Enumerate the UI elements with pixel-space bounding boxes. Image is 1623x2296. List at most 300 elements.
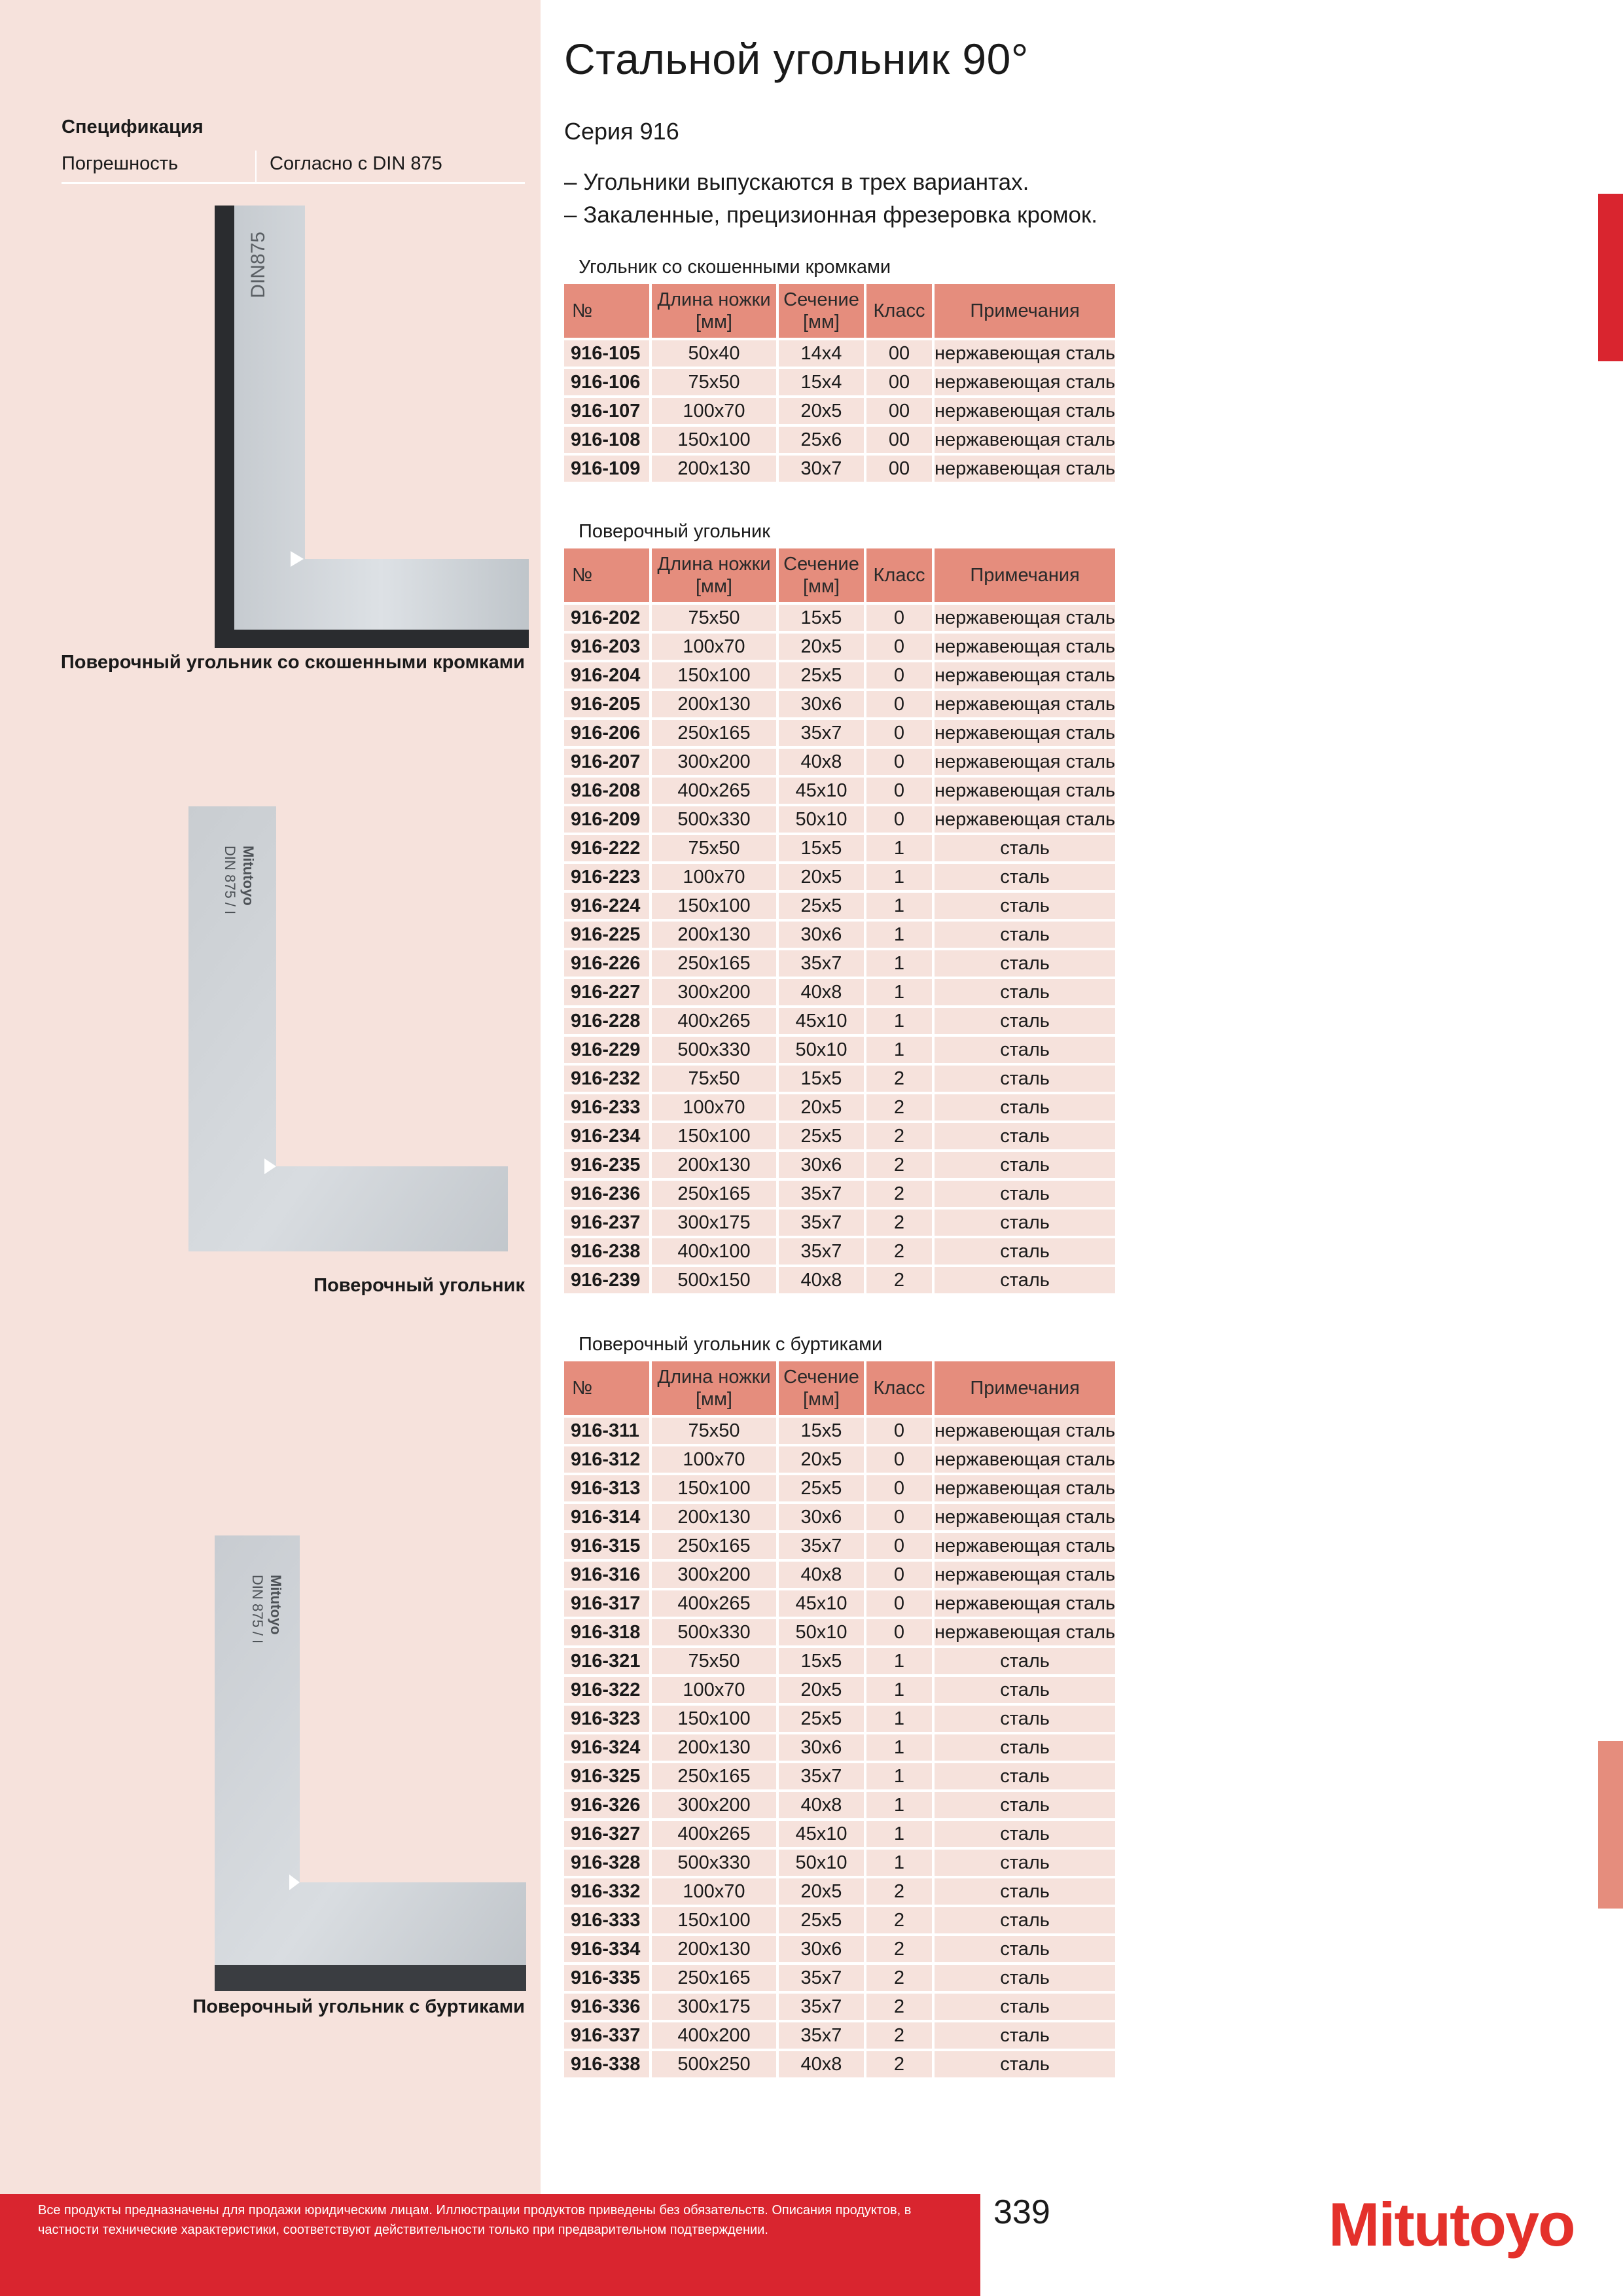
cell-col-section: 20x5 — [779, 1094, 866, 1123]
cell-col-notes: нержавеющая сталь — [935, 427, 1115, 456]
cell-col-notes: сталь — [935, 1238, 1115, 1267]
cell-col-section: 30x6 — [779, 922, 866, 950]
cell-col-no: 916-334 — [564, 1936, 652, 1965]
cell-col-notes: нержавеющая сталь — [935, 1562, 1115, 1590]
table-row — [564, 922, 1115, 950]
cell-col-no: 916-224 — [564, 893, 652, 922]
table-row — [564, 806, 1115, 835]
table-row — [564, 720, 1115, 749]
cell-col-section: 45x10 — [779, 1590, 866, 1619]
cell-col-notes: сталь — [935, 893, 1115, 922]
table-row — [564, 1994, 1115, 2022]
cell-col-no: 916-222 — [564, 835, 652, 864]
cell-col-no: 916-208 — [564, 778, 652, 806]
table-row — [564, 1037, 1115, 1066]
cell-col-no: 916-313 — [564, 1475, 652, 1504]
cell-col-no: 916-106 — [564, 369, 652, 398]
cell-col-class: 0 — [866, 662, 935, 691]
cell-col-notes: сталь — [935, 864, 1115, 893]
cell-col-no: 916-337 — [564, 2022, 652, 2051]
table-plain — [564, 548, 1115, 1296]
cell-col-leg-length: 75x50 — [652, 1648, 779, 1677]
cell-col-class: 00 — [866, 427, 935, 456]
table-row — [564, 893, 1115, 922]
cell-col-class: 0 — [866, 1590, 935, 1619]
cell-col-no: 916-204 — [564, 662, 652, 691]
cell-col-class: 1 — [866, 1008, 935, 1037]
table-row — [564, 634, 1115, 662]
cell-col-notes: нержавеющая сталь — [935, 1533, 1115, 1562]
plain-engraving-line2: Mitutoyo — [240, 846, 257, 906]
cell-col-section: 50x10 — [779, 1037, 866, 1066]
table-title-beveled: Угольник со скошенными кромками — [579, 257, 891, 278]
footer-disclaimer: Все продукты предназначены для продажи юридическим лицам. Иллюстрации продуктов приведены без обязательств. Описания продуктов, в частности технические характеристики, соответствуют действительности только при предварительном подтверждении. — [38, 2203, 912, 2237]
cell-col-section: 45x10 — [779, 778, 866, 806]
cell-col-leg-length: 300x200 — [652, 749, 779, 778]
header-col-no: № — [564, 548, 652, 605]
cell-col-no: 916-209 — [564, 806, 652, 835]
cell-col-no: 916-226 — [564, 950, 652, 979]
cell-col-no: 916-107 — [564, 398, 652, 427]
cell-col-leg-length: 150x100 — [652, 1123, 779, 1152]
table-row — [564, 1562, 1115, 1590]
cell-col-notes: сталь — [935, 1821, 1115, 1850]
cell-col-notes: сталь — [935, 1648, 1115, 1677]
table-row — [564, 749, 1115, 778]
table-row — [564, 427, 1115, 456]
cell-col-class: 00 — [866, 398, 935, 427]
cell-col-no: 916-321 — [564, 1648, 652, 1677]
cell-col-leg-length: 100x70 — [652, 864, 779, 893]
cell-col-no: 916-227 — [564, 979, 652, 1008]
cell-col-class: 00 — [866, 340, 935, 369]
cell-col-class: 1 — [866, 864, 935, 893]
cell-col-no: 916-202 — [564, 605, 652, 634]
cell-col-leg-length: 400x265 — [652, 1821, 779, 1850]
cell-col-leg-length: 100x70 — [652, 1677, 779, 1706]
header-col-notes: Примечания — [935, 284, 1115, 340]
cell-col-leg-length: 75x50 — [652, 1418, 779, 1446]
cell-col-leg-length: 150x100 — [652, 662, 779, 691]
cell-col-section: 35x7 — [779, 1965, 866, 1994]
cell-col-leg-length: 250x165 — [652, 1181, 779, 1210]
cell-col-section: 30x6 — [779, 691, 866, 720]
cell-col-section: 35x7 — [779, 1533, 866, 1562]
cell-col-no: 916-225 — [564, 922, 652, 950]
caption-beveled-square: Поверочный угольник со скошенными кромками — [60, 652, 525, 673]
series-label: Серия 916 — [564, 118, 679, 145]
cell-col-leg-length: 100x70 — [652, 1094, 779, 1123]
feature-item: – Угольники выпускаются в трех вариантах. — [564, 166, 1097, 199]
cell-col-no: 916-203 — [564, 634, 652, 662]
cell-col-class: 0 — [866, 1418, 935, 1446]
header-col-notes: Примечания — [935, 548, 1115, 605]
cell-col-no: 916-332 — [564, 1878, 652, 1907]
table-header-row — [564, 284, 1115, 340]
cell-col-leg-length: 400x265 — [652, 778, 779, 806]
cell-col-leg-length: 400x200 — [652, 2022, 779, 2051]
cell-col-class: 0 — [866, 605, 935, 634]
cell-col-notes: нержавеющая сталь — [935, 456, 1115, 484]
cell-col-class: 1 — [866, 1763, 935, 1792]
cell-col-no: 916-333 — [564, 1907, 652, 1936]
cell-col-notes: сталь — [935, 1152, 1115, 1181]
cell-col-class: 2 — [866, 2022, 935, 2051]
cell-col-notes: сталь — [935, 1878, 1115, 1907]
header-col-section: Сечение [мм] — [779, 548, 866, 605]
stock-engraving-line1: DIN 875 / I — [249, 1575, 266, 1644]
cell-col-no: 916-223 — [564, 864, 652, 893]
cell-col-class: 2 — [866, 1066, 935, 1094]
cell-col-leg-length: 300x200 — [652, 979, 779, 1008]
cell-col-notes: нержавеющая сталь — [935, 1446, 1115, 1475]
cell-col-leg-length: 75x50 — [652, 369, 779, 398]
cell-col-class: 1 — [866, 950, 935, 979]
cell-col-leg-length: 50x40 — [652, 340, 779, 369]
table-row — [564, 1066, 1115, 1094]
cell-col-notes: нержавеющая сталь — [935, 1590, 1115, 1619]
cell-col-class: 1 — [866, 1648, 935, 1677]
cell-col-leg-length: 500x330 — [652, 1619, 779, 1648]
cell-col-leg-length: 300x175 — [652, 1994, 779, 2022]
table-row — [564, 1181, 1115, 1210]
cell-col-section: 15x5 — [779, 1066, 866, 1094]
cell-col-leg-length: 200x130 — [652, 1936, 779, 1965]
cell-col-section: 20x5 — [779, 634, 866, 662]
cell-col-notes: сталь — [935, 1094, 1115, 1123]
table-row — [564, 1619, 1115, 1648]
cell-col-notes: сталь — [935, 950, 1115, 979]
cell-col-leg-length: 75x50 — [652, 835, 779, 864]
table-row — [564, 1677, 1115, 1706]
table-row — [564, 1878, 1115, 1907]
cell-col-section: 30x6 — [779, 1936, 866, 1965]
spec-title: Спецификация — [62, 117, 204, 137]
cell-col-no: 916-317 — [564, 1590, 652, 1619]
cell-col-notes: сталь — [935, 1734, 1115, 1763]
cell-col-leg-length: 500x250 — [652, 2051, 779, 2080]
cell-col-leg-length: 200x130 — [652, 1152, 779, 1181]
cell-col-section: 35x7 — [779, 1763, 866, 1792]
cell-col-notes: нержавеющая сталь — [935, 662, 1115, 691]
cell-col-section: 35x7 — [779, 1238, 866, 1267]
header-col-class: Класс — [866, 1361, 935, 1418]
cell-col-notes: сталь — [935, 1936, 1115, 1965]
spec-value: Согласно с DIN 875 — [270, 153, 442, 174]
cell-col-class: 1 — [866, 1677, 935, 1706]
cell-col-notes: сталь — [935, 2022, 1115, 2051]
cell-col-section: 35x7 — [779, 2022, 866, 2051]
table-row — [564, 1850, 1115, 1878]
cell-col-notes: сталь — [935, 1965, 1115, 1994]
cell-col-section: 40x8 — [779, 979, 866, 1008]
cell-col-section: 35x7 — [779, 950, 866, 979]
table-row — [564, 1706, 1115, 1734]
cell-col-class: 2 — [866, 1267, 935, 1296]
cell-col-class: 0 — [866, 720, 935, 749]
table-row — [564, 1590, 1115, 1619]
cell-col-class: 1 — [866, 1792, 935, 1821]
cell-col-no: 916-336 — [564, 1994, 652, 2022]
cell-col-no: 916-238 — [564, 1238, 652, 1267]
cell-col-class: 0 — [866, 1446, 935, 1475]
beveled-engraving: DIN875 — [247, 232, 269, 298]
cell-col-leg-length: 150x100 — [652, 1907, 779, 1936]
cell-col-no: 916-234 — [564, 1123, 652, 1152]
cell-col-class: 1 — [866, 1706, 935, 1734]
cell-col-section: 30x6 — [779, 1734, 866, 1763]
cell-col-leg-length: 200x130 — [652, 1504, 779, 1533]
cell-col-section: 14x4 — [779, 340, 866, 369]
table-row — [564, 1504, 1115, 1533]
cell-col-section: 25x5 — [779, 1475, 866, 1504]
cell-col-leg-length: 150x100 — [652, 427, 779, 456]
cell-col-class: 2 — [866, 1878, 935, 1907]
table-row — [564, 398, 1115, 427]
cell-col-notes: сталь — [935, 2051, 1115, 2080]
cell-col-notes: нержавеющая сталь — [935, 720, 1115, 749]
page-title: Стальной угольник 90° — [564, 35, 1029, 83]
cell-col-notes: нержавеющая сталь — [935, 369, 1115, 398]
cell-col-notes: нержавеющая сталь — [935, 340, 1115, 369]
table-row — [564, 605, 1115, 634]
header-col-class: Класс — [866, 284, 935, 340]
cell-col-leg-length: 100x70 — [652, 634, 779, 662]
header-col-notes: Примечания — [935, 1361, 1115, 1418]
table-row — [564, 1238, 1115, 1267]
cell-col-class: 2 — [866, 1181, 935, 1210]
feature-list — [564, 166, 1097, 232]
cell-col-leg-length: 400x265 — [652, 1590, 779, 1619]
cell-col-no: 916-236 — [564, 1181, 652, 1210]
cell-col-class: 0 — [866, 749, 935, 778]
table-row — [564, 1008, 1115, 1037]
table-row — [564, 1123, 1115, 1152]
table-row — [564, 1533, 1115, 1562]
cell-col-class: 1 — [866, 1037, 935, 1066]
cell-col-notes: нержавеющая сталь — [935, 1504, 1115, 1533]
table-row — [564, 1446, 1115, 1475]
cell-col-section: 50x10 — [779, 1619, 866, 1648]
stock-engraving-line2: Mitutoyo — [268, 1575, 284, 1635]
cell-col-notes: сталь — [935, 835, 1115, 864]
table-row — [564, 2051, 1115, 2080]
cell-col-section: 35x7 — [779, 720, 866, 749]
cell-col-section: 20x5 — [779, 1446, 866, 1475]
cell-col-section: 25x6 — [779, 427, 866, 456]
table-row — [564, 979, 1115, 1008]
cell-col-class: 0 — [866, 691, 935, 720]
cell-col-leg-length: 300x200 — [652, 1562, 779, 1590]
plain-square-image — [188, 806, 508, 1251]
cell-col-class: 0 — [866, 1533, 935, 1562]
cell-col-no: 916-108 — [564, 427, 652, 456]
cell-col-notes: сталь — [935, 1123, 1115, 1152]
cell-col-no: 916-239 — [564, 1267, 652, 1296]
header-col-class: Класс — [866, 548, 935, 605]
cell-col-section: 45x10 — [779, 1821, 866, 1850]
cell-col-notes: сталь — [935, 1008, 1115, 1037]
cell-col-class: 1 — [866, 1850, 935, 1878]
cell-col-leg-length: 100x70 — [652, 1446, 779, 1475]
cell-col-section: 40x8 — [779, 749, 866, 778]
cell-col-class: 2 — [866, 1994, 935, 2022]
cell-col-leg-length: 200x130 — [652, 456, 779, 484]
cell-col-class: 1 — [866, 893, 935, 922]
cell-col-class: 2 — [866, 1210, 935, 1238]
cell-col-section: 35x7 — [779, 1210, 866, 1238]
cell-col-no: 916-318 — [564, 1619, 652, 1648]
cell-col-section: 40x8 — [779, 1562, 866, 1590]
cell-col-section: 40x8 — [779, 2051, 866, 2080]
table-row — [564, 662, 1115, 691]
table-title-stock: Поверочный угольник с буртиками — [579, 1334, 883, 1355]
table-row — [564, 950, 1115, 979]
table-row — [564, 1094, 1115, 1123]
cell-col-section: 15x5 — [779, 605, 866, 634]
feature-item: – Закаленные, прецизионная фрезеровка кромок. — [564, 199, 1097, 232]
cell-col-leg-length: 75x50 — [652, 1066, 779, 1094]
table-row — [564, 456, 1115, 484]
cell-col-no: 916-109 — [564, 456, 652, 484]
cell-col-leg-length: 500x330 — [652, 806, 779, 835]
cell-col-section: 40x8 — [779, 1792, 866, 1821]
cell-col-notes: сталь — [935, 1792, 1115, 1821]
cell-col-class: 1 — [866, 922, 935, 950]
cell-col-notes: нержавеющая сталь — [935, 806, 1115, 835]
cell-col-no: 916-324 — [564, 1734, 652, 1763]
cell-col-section: 35x7 — [779, 1181, 866, 1210]
table-header-row — [564, 548, 1115, 605]
cell-col-section: 25x5 — [779, 1706, 866, 1734]
cell-col-notes: нержавеющая сталь — [935, 1418, 1115, 1446]
section-tab-red — [1598, 194, 1623, 361]
table-row — [564, 778, 1115, 806]
cell-col-section: 15x5 — [779, 1418, 866, 1446]
cell-col-notes: сталь — [935, 1066, 1115, 1094]
cell-col-notes: сталь — [935, 1850, 1115, 1878]
cell-col-leg-length: 250x165 — [652, 720, 779, 749]
cell-col-section: 15x5 — [779, 835, 866, 864]
cell-col-section: 15x5 — [779, 1648, 866, 1677]
cell-col-leg-length: 500x330 — [652, 1850, 779, 1878]
cell-col-no: 916-228 — [564, 1008, 652, 1037]
cell-col-notes: нержавеющая сталь — [935, 1475, 1115, 1504]
cell-col-class: 2 — [866, 1936, 935, 1965]
table-stock — [564, 1361, 1115, 2080]
beveled-square-image — [215, 206, 529, 648]
cell-col-notes: сталь — [935, 1267, 1115, 1296]
cell-col-notes: сталь — [935, 1181, 1115, 1210]
table-row — [564, 369, 1115, 398]
table-row — [564, 1965, 1115, 1994]
header-col-leg-length: Длина ножки [мм] — [652, 1361, 779, 1418]
table-row — [564, 1907, 1115, 1936]
cell-col-no: 916-312 — [564, 1446, 652, 1475]
cell-col-notes: нержавеющая сталь — [935, 1619, 1115, 1648]
cell-col-class: 2 — [866, 2051, 935, 2080]
cell-col-no: 916-232 — [564, 1066, 652, 1094]
header-col-no: № — [564, 284, 652, 340]
cell-col-class: 2 — [866, 1965, 935, 1994]
cell-col-leg-length: 500x330 — [652, 1037, 779, 1066]
brand-logo: Mitutoyo — [1329, 2190, 1575, 2259]
cell-col-class: 1 — [866, 979, 935, 1008]
spec-row — [62, 151, 525, 184]
table-row — [564, 2022, 1115, 2051]
cell-col-no: 916-325 — [564, 1763, 652, 1792]
cell-col-notes: сталь — [935, 979, 1115, 1008]
cell-col-section: 25x5 — [779, 1907, 866, 1936]
cell-col-leg-length: 400x100 — [652, 1238, 779, 1267]
cell-col-leg-length: 150x100 — [652, 1706, 779, 1734]
table-header-row — [564, 1361, 1115, 1418]
cell-col-no: 916-326 — [564, 1792, 652, 1821]
spec-divider — [255, 151, 257, 182]
cell-col-no: 916-233 — [564, 1094, 652, 1123]
cell-col-section: 50x10 — [779, 806, 866, 835]
cell-col-no: 916-206 — [564, 720, 652, 749]
table-row — [564, 1734, 1115, 1763]
table-row — [564, 1210, 1115, 1238]
cell-col-notes: нержавеющая сталь — [935, 398, 1115, 427]
cell-col-class: 0 — [866, 806, 935, 835]
cell-col-section: 35x7 — [779, 1994, 866, 2022]
cell-col-leg-length: 250x165 — [652, 1533, 779, 1562]
cell-col-no: 916-229 — [564, 1037, 652, 1066]
cell-col-class: 00 — [866, 369, 935, 398]
cell-col-no: 916-316 — [564, 1562, 652, 1590]
cell-col-leg-length: 200x130 — [652, 691, 779, 720]
cell-col-class: 2 — [866, 1123, 935, 1152]
cell-col-no: 916-338 — [564, 2051, 652, 2080]
page-number: 339 — [993, 2193, 1050, 2231]
cell-col-class: 0 — [866, 1562, 935, 1590]
table-row — [564, 835, 1115, 864]
cell-col-class: 0 — [866, 1504, 935, 1533]
header-col-leg-length: Длина ножки [мм] — [652, 284, 779, 340]
table-row — [564, 1763, 1115, 1792]
header-col-leg-length: Длина ножки [мм] — [652, 548, 779, 605]
cell-col-notes: нержавеющая сталь — [935, 605, 1115, 634]
cell-col-notes: сталь — [935, 1763, 1115, 1792]
header-col-section: Сечение [мм] — [779, 1361, 866, 1418]
cell-col-section: 50x10 — [779, 1850, 866, 1878]
cell-col-no: 916-323 — [564, 1706, 652, 1734]
cell-col-leg-length: 100x70 — [652, 398, 779, 427]
cell-col-leg-length: 300x200 — [652, 1792, 779, 1821]
cell-col-section: 30x6 — [779, 1152, 866, 1181]
cell-col-section: 20x5 — [779, 1878, 866, 1907]
cell-col-no: 916-314 — [564, 1504, 652, 1533]
cell-col-class: 1 — [866, 1821, 935, 1850]
cell-col-no: 916-315 — [564, 1533, 652, 1562]
cell-col-leg-length: 400x265 — [652, 1008, 779, 1037]
header-col-section: Сечение [мм] — [779, 284, 866, 340]
section-tab-pink — [1598, 1741, 1623, 1909]
cell-col-no: 916-335 — [564, 1965, 652, 1994]
cell-col-notes: сталь — [935, 1706, 1115, 1734]
cell-col-class: 1 — [866, 1734, 935, 1763]
cell-col-section: 15x4 — [779, 369, 866, 398]
cell-col-no: 916-327 — [564, 1821, 652, 1850]
cell-col-class: 0 — [866, 1475, 935, 1504]
cell-col-leg-length: 250x165 — [652, 1763, 779, 1792]
cell-col-section: 20x5 — [779, 1677, 866, 1706]
cell-col-leg-length: 75x50 — [652, 605, 779, 634]
caption-stock-square: Поверочный угольник с буртиками — [192, 1996, 525, 2017]
cell-col-section: 25x5 — [779, 662, 866, 691]
